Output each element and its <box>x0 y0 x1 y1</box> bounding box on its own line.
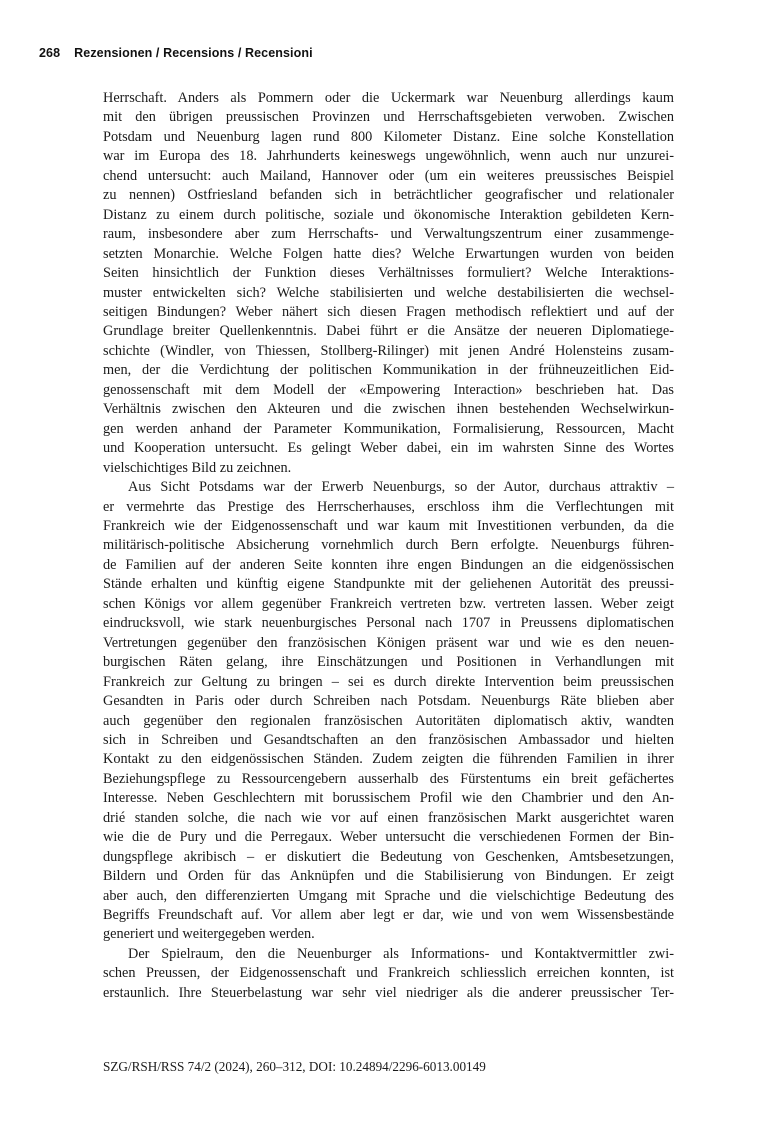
text-line: Frankreich wie der Eidgenossenschaft und war kaum mit Investitionen verbunden, da die <box>103 517 674 534</box>
running-head <box>39 46 313 60</box>
text-line: Der Spielraum, den die Neuenburger als Informations- und Kontaktvermittler zwi- <box>128 945 674 962</box>
text-line: Kontakt zu den eidgenössischen Ständen. Zudem zeigten die führenden Familien in ihrer <box>103 751 674 768</box>
footer-citation: SZG/RSH/RSS 74/2 (2024), 260–312, DOI: 10.24894/2296-6013.00149 <box>103 1059 486 1074</box>
text-line: Seiten hinsichtlich der Funktion dieses Verhältnisses formuliert? Welche Interaktions- <box>103 265 674 282</box>
text-line: eindrucksvoll, wie stark neuenburgisches Personal nach 1707 in Preussens diplomatischen <box>103 615 674 632</box>
text-line: dungspflege akribisch – er diskutiert die Bedeutung von Geschenken, Amtsbesetzungen, <box>103 848 674 865</box>
text-line: und Kooperation untersucht. Es gelingt Weber dabei, ein im wahrsten Sinne des Wortes <box>103 440 674 457</box>
text-line: Distanz zu einem durch politische, soziale und ökonomische Interaktion gebildeten Kern- <box>103 206 674 223</box>
text-line: setzten Monarchie. Welche Folgen hatte dies? Welche Erwartungen wurden von beiden <box>103 245 674 262</box>
paragraph <box>103 89 674 478</box>
text-line: generiert und weitergegeben werden. <box>103 926 315 943</box>
text-line: raum, insbesondere aber zum Herrschafts- und Verwaltungszentrum einer zusammenge- <box>103 226 674 243</box>
text-line: seitigen Bindungen? Weber nähert sich diesen Fragen methodisch reflektiert und auf der <box>103 303 674 320</box>
text-line: Vertretungen gegenüber den französischen Königen präsent war und wie es den neuen- <box>103 634 674 651</box>
text-line: schichte (Windler, von Thiessen, Stollberg-Rilinger) mit jenen André Holensteins zusam- <box>103 342 674 359</box>
text-line: Gesandten in Paris oder durch Schreiben nach Potsdam. Neuenburgs Räte blieben aber <box>103 693 674 710</box>
text-line: Verhältnis zwischen den Akteuren und die zwischen ihnen bestehenden Wechselwirkun- <box>103 401 674 418</box>
text-line: drié standen solche, die nach wie vor auf einen französischen Markt ausgerichtet waren <box>103 809 674 826</box>
text-line: vielschichtiges Bild zu zeichnen. <box>103 459 292 476</box>
body-text <box>103 89 674 1003</box>
text-line: militärisch-politische Absicherung vornehmlich durch Bern erfolgte. Neuenburgs führen- <box>103 537 674 554</box>
text-line: Begriffs Freundschaft auf. Vor allem aber legt er dar, wie und von wem Wissensbestände <box>103 907 674 924</box>
text-line: Stände erhalten und künftig eigene Standpunkte mit der geliehenen Autorität des preussi- <box>103 576 674 593</box>
text-line: gen werden anhand der Parameter Kommunikation, Formalisierung, Ressourcen, Macht <box>103 420 674 437</box>
text-line: zu nennen) Ostfriesland befanden sich in beträchtlicher geografischer und relationaler <box>103 187 674 204</box>
text-line: Frankreich zur Geltung zu bringen – sei es durch direkte Intervention beim preussischen <box>103 673 674 690</box>
text-line: Beziehungspflege zu Ressourcengebern ausserhalb des Fürstentums ein breit gefächertes <box>103 770 674 787</box>
running-title: Rezensionen / Recensions / Recensioni <box>74 46 313 60</box>
text-line: Bildern und Orden für das Anknüpfen und die Stabilisierung von Bindungen. Er zeigt <box>103 868 674 885</box>
text-line: Potsdam und Neuenburg lagen rund 800 Kilometer Distanz. Eine solche Konstellation <box>103 128 674 145</box>
page-number: 268 <box>39 46 61 60</box>
text-line: Interesse. Neben Geschlechtern mit borussischem Profil wie den Chambrier und den An- <box>103 790 674 807</box>
text-line: auch gegenüber den regionalen französischen Autoritäten diplomatisch aktiv, wandten <box>103 712 674 729</box>
text-line: burgischen Räten gelang, ihre Einschätzungen und Positionen in Verhandlungen mit <box>103 654 674 671</box>
text-line: Herrschaft. Anders als Pommern oder die Uckermark war Neuenburg allerdings kaum <box>103 90 674 106</box>
text-line: sich in Schreiben und Gesandtschaften an den französischen Ambassador und hielten <box>103 731 674 748</box>
text-line: er vermehrte das Prestige des Herrscherhauses, erschloss ihm die Verflechtungen mit <box>103 498 674 515</box>
text-line: aber auch, den differenzierten Umgang mit Sprache und die vielschichtige Bedeutung des <box>103 887 674 904</box>
text-line: mit den übrigen preussischen Provinzen und Herrschaftsgebieten verwoben. Zwischen <box>103 109 674 126</box>
text-line: schen Preussen, der Eidgenossenschaft und Frankreich schliesslich erreichen konnten, ist <box>103 965 674 982</box>
text-line: Aus Sicht Potsdams war der Erwerb Neuenburgs, so der Autor, durchaus attraktiv – <box>128 479 674 496</box>
paragraph <box>103 945 674 1003</box>
text-line: men, der die Verdichtung der politischen Kommunikation in der frühneuzeitlichen Eid- <box>103 362 674 379</box>
text-line: war im Europa des 18. Jahrhunderts keineswegs ungewöhnlich, wenn auch nur unzurei- <box>103 148 674 165</box>
paragraph <box>103 478 674 945</box>
text-line: muster entwickelten sich? Welche stabilisierten und welche destabilisierten die wechsel- <box>103 284 674 301</box>
text-line: Grundlage breiter Quellenkenntnis. Dabei führt er die Ansätze der neueren Diplomatiege- <box>103 323 674 340</box>
text-line: genossenschaft mit dem Modell der «Empowering Interaction» beschrieben hat. Das <box>103 381 674 398</box>
text-line: de Familien auf der anderen Seite konnten ihre engen Bindungen an die eidgenössischen <box>103 556 674 573</box>
text-line: wie die de Pury und die Perregaux. Weber untersucht die verschiedenen Formen der Bin- <box>103 829 674 846</box>
text-line: schen Königs vor allem gegenüber Frankreich vertreten bzw. vertreten lassen. Weber zeigt <box>103 595 674 612</box>
text-line: chend untersucht: auch Mailand, Hannover oder (um ein weiteres preussisches Beispiel <box>103 167 674 184</box>
text-line: erstaunlich. Ihre Steuerbelastung war sehr viel niedriger als die anderer preussischer Ter- <box>103 984 674 1001</box>
